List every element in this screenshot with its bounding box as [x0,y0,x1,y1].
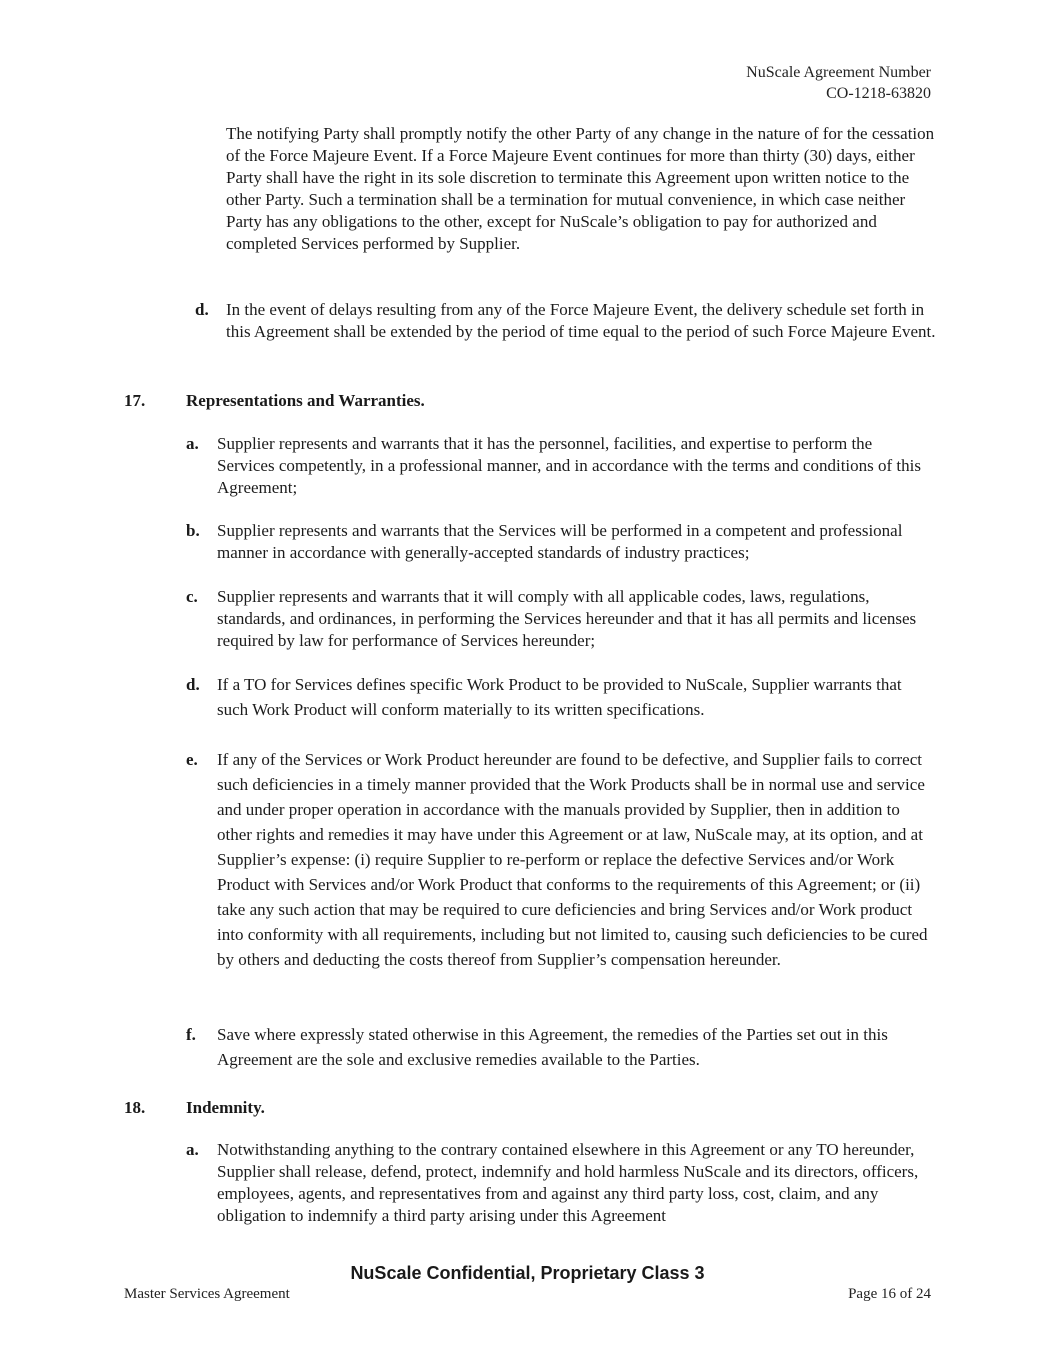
section-17-item-b-label: b. [186,521,200,540]
section-17-item-c-label: c. [186,587,198,606]
section-17-item-c-text: Supplier represents and warrants that it will comply with all applicable codes, laws, regulations, standards, and ordinances, in performing the Services hereunder and that it has all permits and licenses required by law for performance of Services hereunder; [217,587,917,650]
section-18-item-a-text: Notwithstanding anything to the contrary contained elsewhere in this Agreement or any TO hereunder, Supplier shall release, defend, protect, indemnify and hold harmless NuScale and its directors, officers, employees, agents, and representatives from and against any third party loss, cost, claim, and any obligation to indemnify a third party arising under this Agreement [217,1140,919,1225]
agreement-number-value: CO-1218-63820 [826,85,931,102]
section-17-number: 17. [124,391,146,410]
section-17-item-d-label: d. [186,675,200,694]
section-17-item-e-label: e. [186,750,198,769]
agreement-number-label: NuScale Agreement Number [746,64,931,81]
section-17-title: Representations and Warranties. [186,391,425,410]
document-title-footer: Master Services Agreement [124,1286,290,1302]
section-17-item-a-text: Supplier represents and warrants that it has the personnel, facilities, and expertise to perform the Services competently, in a professional manner, and in accordance with the terms and conditions of this Agreement; [217,434,921,497]
section-17-item-f-label: f. [186,1025,196,1044]
section-17-item-f-text: Save where expressly stated otherwise in this Agreement, the remedies of the Parties set out in this Agreement are the sole and exclusive remedies available to the Parties. [217,1025,888,1069]
agreement-number-header [746,62,931,104]
section-18-title: Indemnity. [186,1098,265,1117]
section-17-item-b-text: Supplier represents and warrants that the Services will be performed in a competent and professional manner in accordance with generally-accepted standards of industry practices; [217,521,903,562]
page-number: Page 16 of 24 [848,1286,931,1302]
section-18-item-a-label: a. [186,1140,199,1159]
force-majeure-item-d-text: In the event of delays resulting from any of the Force Majeure Event, the delivery schedule set forth in this Agreement shall be extended by the period of time equal to the period of such Force Majeure Event. [226,300,936,341]
section-17-item-d-text: If a TO for Services defines specific Work Product to be provided to NuScale, Supplier warrants that such Work Product will conform materially to its written specifications. [217,675,902,719]
confidentiality-notice: NuScale Confidential, Proprietary Class 3 [350,1263,705,1283]
section-17-item-a-label: a. [186,434,199,453]
section-18-number: 18. [124,1098,146,1117]
section-17-item-e-text: If any of the Services or Work Product hereunder are found to be defective, and Supplier fails to correct such deficiencies in a timely manner provided that the Work Products shall be in normal use and service and under proper operation in accordance with the manuals provided by Supplier, then in addition to other rights and remedies it may have under this Agreement or at law, NuScale may, at its option, and at Supplier’s expense: (i) require Supplier to re-perform or replace the defective Services and/or Work Product with Services and/or Work Product that conforms to the requirements of this Agreement; or (ii) take any such action that may be required to cure deficiencies and bring Services and/or Work product into conformity with all requirements, including but not limited to, causing such deficiencies to be cured by others and deducting the costs thereof from Supplier’s compensation hereunder. [217,750,928,969]
force-majeure-item-d-label: d. [195,300,209,319]
force-majeure-continuation-paragraph: The notifying Party shall promptly notify the other Party of any change in the nature of for the cessation of the Force Majeure Event. If a Force Majeure Event continues for more than thirty (30) days, either Party shall have the right in its sole discretion to terminate this Agreement upon written notice to the other Party. Such a termination shall be a termination for mutual convenience, in which case neither Party has any obligations to the other, except for NuScale’s obligation to pay for authorized and completed Services performed by Supplier. [226,124,935,253]
